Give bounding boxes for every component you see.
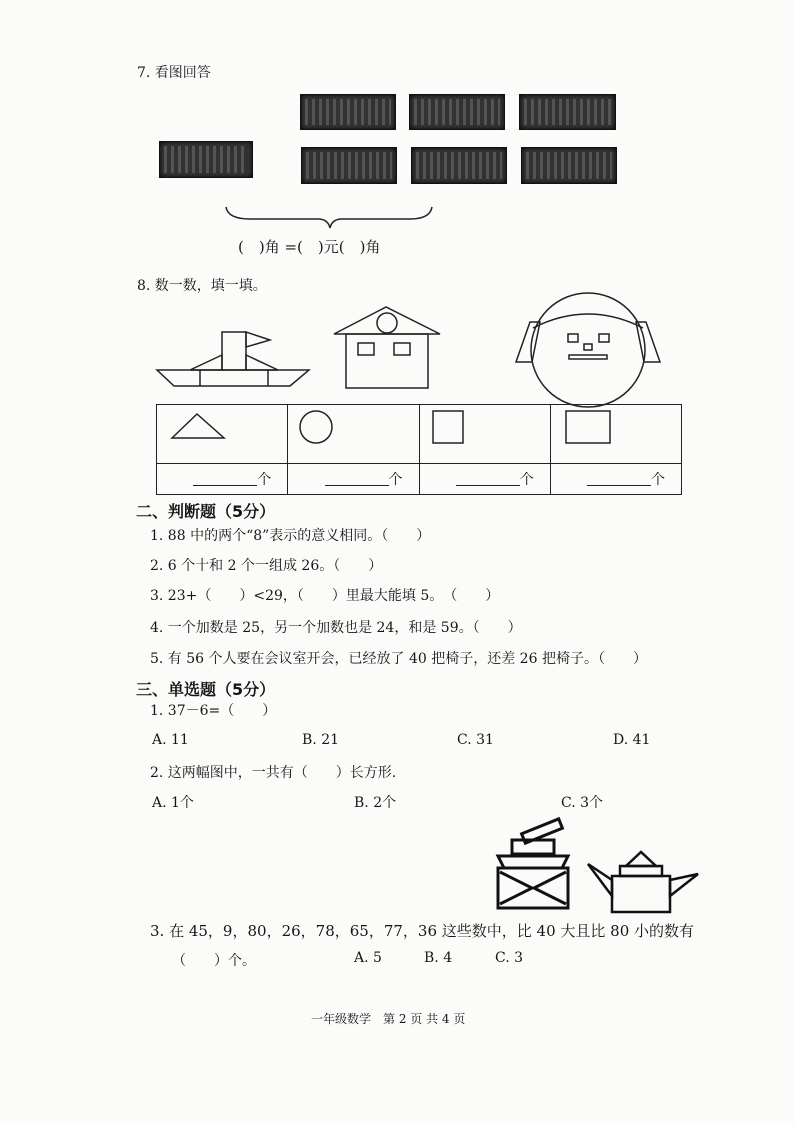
judge-item-5: 5. 有 56 个人要在会议室开会，已经放了 40 把椅子，还差 26 把椅子。（ ） — [150, 651, 647, 667]
choice-q3-stem-line2: （ ）个。 — [172, 953, 256, 969]
choice-q2-stem: 2. 这两幅图中，一共有（ ）长方形. — [150, 765, 397, 781]
section2-heading: 二、判断题（5分） — [136, 502, 276, 521]
q7-answer-line: ( )角 =( )元( )角 — [238, 238, 381, 256]
choice-q1-option-c[interactable]: C. 31 — [457, 732, 494, 748]
choice-q2-option-c[interactable]: C. 3个 — [561, 795, 604, 811]
q7-title: 7. 看图回答 — [137, 65, 211, 81]
choice-q2-option-a[interactable]: A. 1个 — [152, 795, 194, 811]
section3-heading: 三、单选题（5分） — [136, 680, 276, 699]
choice-q3-option-c[interactable]: C. 3 — [495, 950, 524, 966]
choice-q1-stem: 1. 37－6=（ ） — [150, 703, 277, 719]
triangle-count-blank[interactable]: 个 — [157, 464, 288, 495]
choice-q3-stem: 3. 在 45，9，80，26，78，65，77，36 这些数中，比 40 大且比 80 小的数有 — [150, 922, 695, 940]
square-count-blank[interactable]: 个 — [550, 464, 681, 495]
judge-item-1: 1. 88 中的两个“8”表示的意义相同。（ ） — [150, 528, 431, 544]
choice-q1-option-d[interactable]: D. 41 — [613, 732, 651, 748]
rectangle-count-blank[interactable]: 个 — [419, 464, 550, 495]
choice-q3-option-b[interactable]: B. 4 — [424, 950, 453, 966]
page-footer: 一年级数学 第 2 页 共 4 页 — [311, 1012, 466, 1026]
choice-q1-option-b[interactable]: B. 21 — [302, 732, 340, 748]
choice-q3-option-a[interactable]: A. 5 — [354, 950, 382, 966]
choice-q1-option-a[interactable]: A. 11 — [152, 732, 189, 748]
circle-count-blank[interactable]: 个 — [288, 464, 419, 495]
judge-item-3: 3. 23+（ ）<29，（ ）里最大能填 5。 （ ） — [150, 588, 500, 604]
choice-q2-option-b[interactable]: B. 2个 — [354, 795, 397, 811]
judge-item-2: 2. 6 个十和 2 个一组成 26。（ ） — [150, 558, 383, 574]
q8-title: 8. 数一数，填一填。 — [137, 278, 267, 294]
judge-item-4: 4. 一个加数是 25，另一个加数也是 24，和是 59。（ ） — [150, 620, 522, 636]
